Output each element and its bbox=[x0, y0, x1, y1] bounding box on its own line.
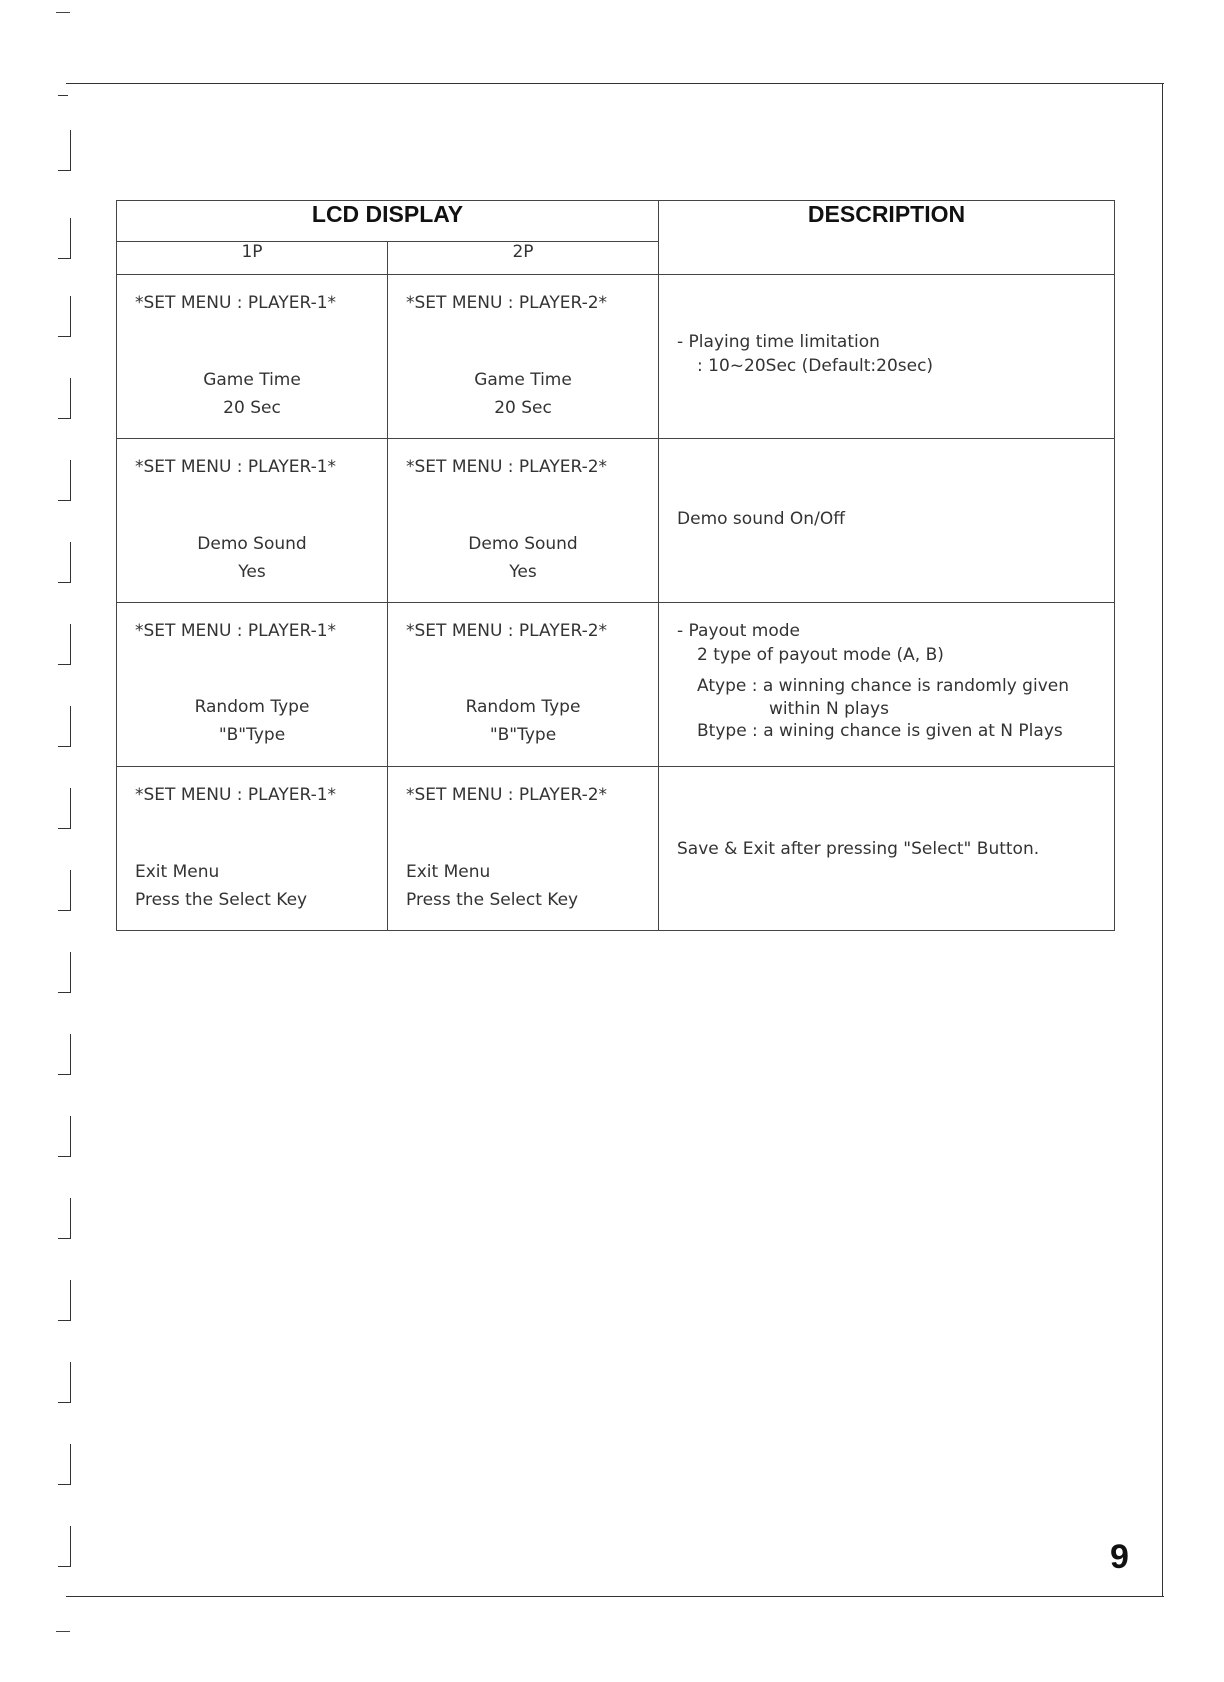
table-row bbox=[117, 275, 1115, 439]
binder-mark bbox=[58, 1362, 71, 1403]
description-line: Demo sound On/Off bbox=[677, 509, 845, 529]
description-line: - Payout mode bbox=[677, 621, 800, 641]
lcd-setting-value: Yes bbox=[238, 562, 266, 582]
lcd-cell-1p bbox=[117, 767, 388, 931]
description-cell bbox=[659, 603, 1115, 767]
binder-mark bbox=[58, 130, 71, 171]
settings-table bbox=[116, 200, 1115, 931]
binder-mark bbox=[58, 218, 71, 259]
lcd-menu-title: *SET MENU : PLAYER-1* bbox=[135, 621, 337, 641]
column-1p-header: 1P bbox=[117, 242, 388, 275]
lcd-cell-2p bbox=[388, 275, 659, 439]
table-row bbox=[117, 603, 1115, 767]
description-line: : 10~20Sec (Default:20sec) bbox=[697, 356, 934, 376]
description-cell bbox=[659, 439, 1115, 603]
lcd-menu-title: *SET MENU : PLAYER-2* bbox=[406, 293, 608, 313]
lcd-cell-1p bbox=[117, 439, 388, 603]
binder-mark bbox=[58, 1034, 71, 1075]
lcd-setting-name: Exit Menu bbox=[406, 862, 491, 882]
column-2p-header: 2P bbox=[388, 242, 659, 275]
lcd-menu-title: *SET MENU : PLAYER-1* bbox=[135, 457, 337, 477]
description-line: 2 type of payout mode (A, B) bbox=[697, 645, 944, 665]
frame-corner-tick bbox=[58, 95, 68, 96]
lcd-setting-value: 20 Sec bbox=[223, 398, 281, 418]
binder-mark bbox=[58, 952, 71, 993]
lcd-setting-name: Exit Menu bbox=[135, 862, 220, 882]
lcd-setting-value: Press the Select Key bbox=[135, 890, 308, 910]
description-cell bbox=[659, 767, 1115, 931]
binder-mark bbox=[58, 460, 71, 501]
lcd-setting-value: Press the Select Key bbox=[406, 890, 579, 910]
page-frame-top bbox=[66, 83, 1164, 84]
lcd-setting-value: "B"Type bbox=[489, 725, 557, 745]
description-cell bbox=[659, 275, 1115, 439]
lcd-cell-2p bbox=[388, 603, 659, 767]
binder-mark bbox=[58, 870, 71, 911]
lcd-cell-2p bbox=[388, 767, 659, 931]
lcd-setting-name: Random Type bbox=[465, 697, 581, 717]
binder-mark bbox=[58, 788, 71, 829]
lcd-setting-name: Game Time bbox=[474, 370, 572, 390]
lcd-display-header: LCD DISPLAY bbox=[117, 201, 659, 242]
bottom-edge-mark bbox=[56, 1631, 70, 1632]
page-frame-bottom bbox=[66, 1596, 1164, 1597]
table-row bbox=[117, 767, 1115, 931]
lcd-menu-title: *SET MENU : PLAYER-2* bbox=[406, 785, 608, 805]
binder-mark bbox=[58, 1116, 71, 1157]
lcd-setting-name: Game Time bbox=[203, 370, 301, 390]
lcd-cell-1p bbox=[117, 603, 388, 767]
binder-mark bbox=[58, 1280, 71, 1321]
lcd-setting-name: Demo Sound bbox=[468, 534, 578, 554]
binder-mark bbox=[58, 1526, 71, 1567]
binder-mark bbox=[58, 1444, 71, 1485]
lcd-setting-name: Demo Sound bbox=[197, 534, 307, 554]
top-edge-mark bbox=[56, 12, 70, 13]
header-row bbox=[117, 201, 1115, 242]
binder-mark bbox=[58, 378, 71, 419]
lcd-menu-title: *SET MENU : PLAYER-1* bbox=[135, 785, 337, 805]
lcd-menu-title: *SET MENU : PLAYER-1* bbox=[135, 293, 337, 313]
lcd-setting-value: "B"Type bbox=[218, 725, 286, 745]
lcd-setting-value: Yes bbox=[509, 562, 537, 582]
description-line: Atype : a winning chance is randomly given bbox=[697, 676, 1069, 696]
binder-mark bbox=[58, 706, 71, 747]
binder-mark bbox=[58, 296, 71, 337]
lcd-setting-name: Random Type bbox=[194, 697, 310, 717]
binder-mark bbox=[58, 542, 71, 583]
description-header: DESCRIPTION bbox=[659, 201, 1115, 275]
lcd-menu-title: *SET MENU : PLAYER-2* bbox=[406, 457, 608, 477]
lcd-menu-title: *SET MENU : PLAYER-2* bbox=[406, 621, 608, 641]
lcd-cell-2p bbox=[388, 439, 659, 603]
description-line: within N plays bbox=[769, 699, 889, 719]
page-frame-right bbox=[1162, 83, 1163, 1596]
lcd-setting-value: 20 Sec bbox=[494, 398, 552, 418]
description-line: Save & Exit after pressing "Select" Button. bbox=[677, 839, 1040, 859]
binder-mark bbox=[58, 624, 71, 665]
description-line: Btype : a wining chance is given at N Plays bbox=[697, 721, 1063, 741]
page-number: 9 bbox=[1110, 1538, 1129, 1576]
lcd-cell-1p bbox=[117, 275, 388, 439]
binder-mark bbox=[58, 1198, 71, 1239]
table-row bbox=[117, 439, 1115, 603]
description-line: - Playing time limitation bbox=[677, 332, 880, 352]
